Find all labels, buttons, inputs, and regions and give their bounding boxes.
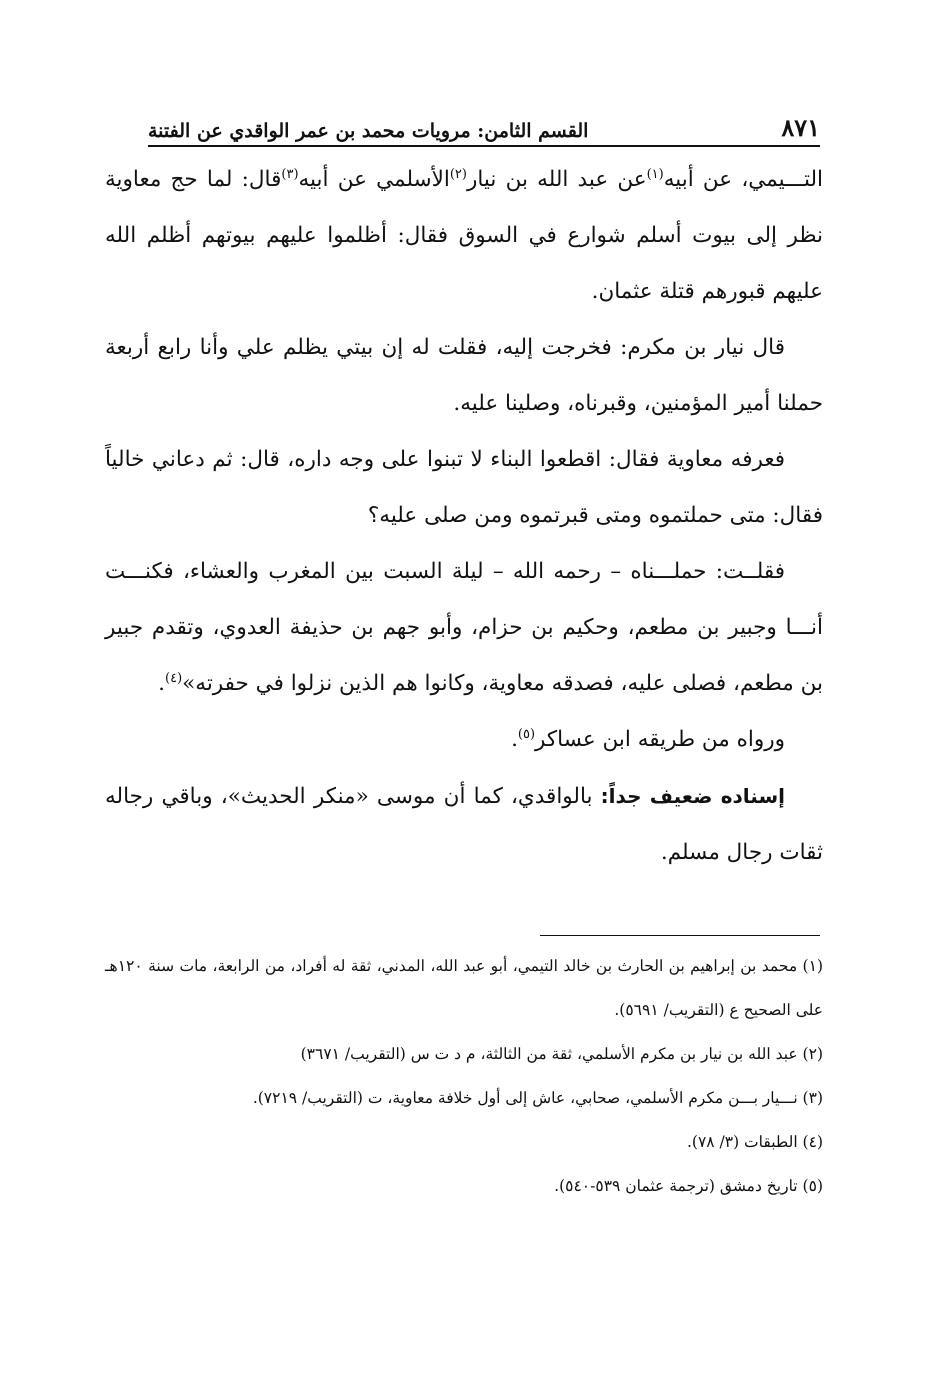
footnote-4: (٤) الطبقات (٣/ ٧٨).: [686, 1133, 823, 1151]
footnote-ref-4: (٤): [165, 670, 183, 686]
page-header: [148, 110, 820, 142]
running-title: القسم الثامن: مرويات محمد بن عمر الواقدي عن الفتنة: [148, 120, 589, 142]
paragraph-5: [105, 712, 823, 768]
text-segment: الأسلمي عن أبيه: [298, 167, 450, 192]
footnote-ref-5: (٥): [517, 726, 536, 742]
paragraph-3: فعرفه معاوية فقال: اقطعوا البناء لا تبنوا على وجه داره، قال: ثم دعاني خالياً فقال: متى حملتموه ومتى قبرتموه ومن صلى عليه؟: [105, 447, 823, 528]
footnote-5: (٥) تاريخ دمشق (ترجمة عثمان ٥٣٩-٥٤٠).: [554, 1177, 823, 1195]
paragraph-1: [105, 152, 823, 320]
text-segment: التـــيمي، عن أبيه: [663, 167, 824, 192]
text-segment: ورواه من طريقه ابن عساكر: [535, 727, 785, 752]
footnote-ref-3: (٣): [281, 166, 299, 182]
main-text: [105, 152, 823, 881]
footnotes: [105, 944, 823, 1208]
page-number: ٨٧١: [781, 113, 820, 142]
text-segment: عن عبد الله بن نيار: [466, 167, 647, 192]
footnote-ref-2: (٢): [449, 166, 467, 182]
text-segment: بالواقدي، كما أن موسى «منكر الحديث»، وباقي رجاله ثقات رجال مسلم.: [105, 784, 823, 865]
text-segment: .: [158, 671, 165, 696]
footnote-ref-1: (١): [646, 166, 664, 182]
footnote-2: (٢) عبد الله بن نيار بن مكرم الأسلمي، ثقة من الثالثة، م د ت س (التقريب/ ٣٦٧١): [300, 1045, 823, 1063]
footnote-1: (١) محمد بن إبراهيم بن الحارث بن خالد التيمي، أبو عبد الله، المدني، ثقة له أفراد، من الرابعة، مات سنة ١٢٠هـ على الصحيح ع (التقريب/ ٥٦٩١).: [105, 957, 823, 1019]
paragraph-6: [105, 768, 823, 881]
paragraph-4: [105, 544, 823, 712]
header-rule: [148, 145, 820, 147]
text-segment: قال: لما حج معاوية نظر إلى بيوت أسلم شوارع في السوق فقال: أظلموا عليهم بيوتهم أظلم الله عليهم قبورهم قتلة عثمان.: [105, 167, 823, 304]
footnote-separator: [540, 935, 820, 936]
footnote-3: (٣) نـــيار بـــن مكرم الأسلمي، صحابي، عاش إلى أول خلافة معاوية، ت (التقريب/ ٧٢١٩).: [252, 1089, 823, 1107]
isnad-verdict: إسناده ضعيف جداً:: [600, 784, 785, 808]
text-segment: .: [511, 727, 518, 752]
text-segment: فقلــت: حملـــناه – رحمه الله – ليلة السبت بين المغرب والعشاء، فكنـــت أنـــا وجبير بن مطعم، وحكيم بن حزام، وأبو جهم بن حذيفة العدوي، وتقدم جبير بن مطعم، فصلى عليه، فصدقه معاوية، وكانوا هم الذين نزلوا في حفرته»: [105, 559, 823, 696]
paragraph-2: قال نيار بن مكرم: فخرجت إليه، فقلت له إن بيتي يظلم علي وأنا رابع أربعة حملنا أمير المؤمنين، وقبرناه، وصلينا عليه.: [105, 335, 823, 416]
